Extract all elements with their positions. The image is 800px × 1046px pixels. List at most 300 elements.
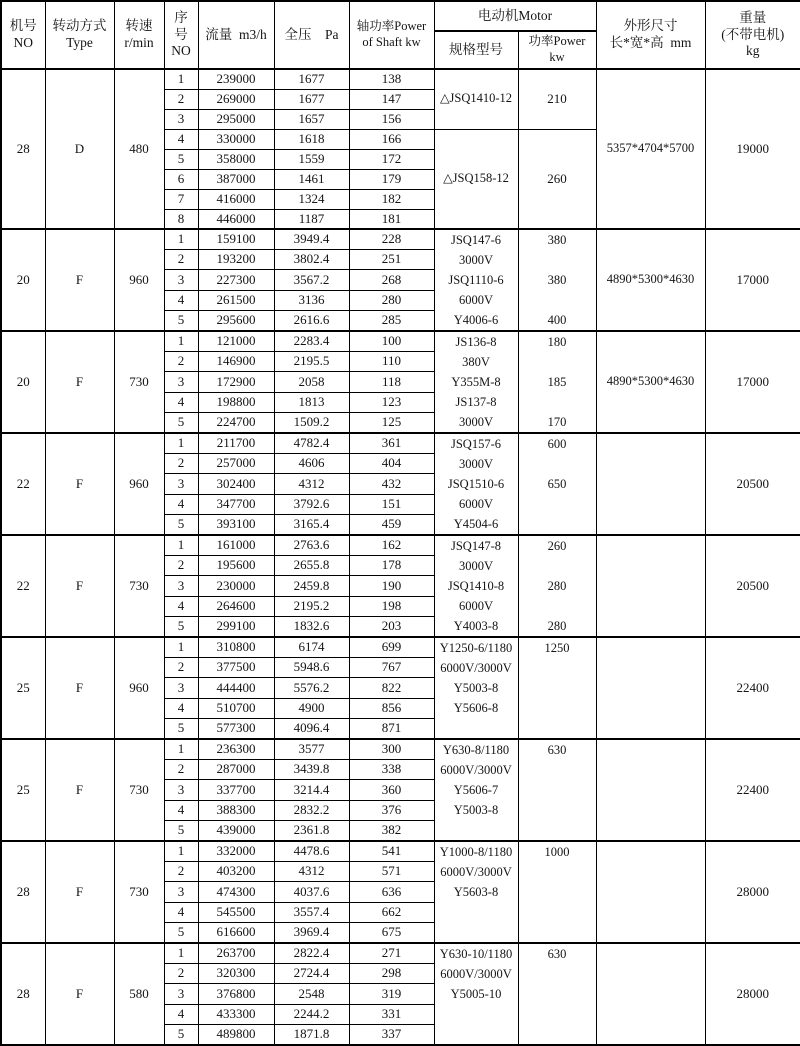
seq-cell: 4 [164,596,198,616]
pressure-cell: 2548 [274,984,349,1004]
header-seq-zh1: 序 [165,10,198,27]
motor-power-line: 600 [519,434,596,454]
header-weight [705,1,800,69]
shaft-power-cell: 181 [349,209,434,229]
table-header [1,1,800,69]
seq-cell: 2 [164,351,198,371]
weight-cell: 17000 [705,229,800,331]
motor-spec-line: 3000V [435,412,518,432]
spec-row [1,69,800,89]
shaft-power-cell: 675 [349,923,434,943]
dimensions-cell [596,841,705,943]
motor-power-line [519,800,596,820]
pressure-cell: 1677 [274,69,349,89]
motor-power-line: 630 [519,740,596,760]
motor-spec-line: JSQ157-6 [435,434,518,454]
pressure-cell: 2616.6 [274,311,349,331]
motor-spec-cell [434,229,518,331]
shaft-power-cell: 110 [349,351,434,371]
header-machine-no [1,1,45,69]
seq-cell: 4 [164,902,198,922]
motor-spec-line: Y5603-8 [435,882,518,902]
shaft-power-cell: 172 [349,149,434,169]
spec-row [1,535,800,555]
flow-cell: 332000 [198,841,274,861]
pressure-cell: 3567.2 [274,270,349,290]
machine-no-cell: 25 [1,637,45,739]
dimensions-cell: 5357*4704*5700 [596,69,705,229]
shaft-power-cell: 162 [349,535,434,555]
shaft-power-cell: 571 [349,861,434,881]
header-machine-no-zh: 机号 [2,18,45,35]
seq-cell: 1 [164,69,198,89]
motor-power-cell [518,637,596,739]
weight-cell: 28000 [705,841,800,943]
motor-power-line [519,514,596,534]
motor-spec-cell: △JSQ158-12 [434,129,518,229]
seq-cell: 4 [164,494,198,514]
seq-cell: 4 [164,698,198,718]
speed-cell: 580 [114,943,164,1045]
shaft-power-cell: 331 [349,1004,434,1024]
motor-power-line: 170 [519,412,596,432]
seq-cell: 4 [164,1004,198,1024]
weight-cell: 22400 [705,739,800,841]
pressure-cell: 4782.4 [274,433,349,453]
drive-type-cell: F [45,229,114,331]
shaft-power-cell: 118 [349,372,434,392]
motor-spec-cell [434,535,518,637]
motor-power-cell [518,535,596,637]
motor-spec-line: JSQ1510-6 [435,474,518,494]
seq-cell: 3 [164,372,198,392]
motor-power-line [519,658,596,678]
motor-spec-line: 380V [435,352,518,372]
header-motor-power [518,31,596,69]
seq-cell: 1 [164,229,198,249]
drive-type-cell: F [45,637,114,739]
motor-spec-line [435,922,518,942]
motor-spec-line: Y4006-6 [435,310,518,330]
pressure-cell: 2763.6 [274,535,349,555]
pressure-cell: 1559 [274,149,349,169]
seq-cell: 5 [164,1025,198,1045]
flow-cell: 388300 [198,800,274,820]
pressure-cell: 4312 [274,474,349,494]
drive-type-cell: F [45,433,114,535]
shaft-power-cell: 459 [349,515,434,535]
speed-cell: 730 [114,841,164,943]
flow-cell: 393100 [198,515,274,535]
flow-cell: 444400 [198,678,274,698]
pressure-cell: 3577 [274,739,349,759]
motor-spec-line: Y1000-8/1180 [435,842,518,862]
shaft-power-cell: 125 [349,413,434,433]
motor-power-line [519,352,596,372]
header-motor-spec: 规格型号 [434,31,518,69]
flow-cell: 377500 [198,657,274,677]
machine-no-cell: 28 [1,943,45,1045]
motor-power-cell [518,229,596,331]
shaft-power-cell: 228 [349,229,434,249]
motor-spec-cell [434,637,518,739]
motor-spec-line: JSQ1410-8 [435,576,518,596]
motor-spec-line [435,1004,518,1024]
flow-cell: 269000 [198,89,274,109]
shaft-power-cell: 767 [349,657,434,677]
speed-cell: 960 [114,229,164,331]
motor-power-line [519,902,596,922]
shaft-power-cell: 319 [349,984,434,1004]
motor-power-line [519,984,596,1004]
seq-cell: 2 [164,249,198,269]
motor-power-cell [518,841,596,943]
motor-spec-line: 6000V/3000V [435,862,518,882]
motor-power-cell [518,739,596,841]
shaft-power-cell: 360 [349,780,434,800]
motor-spec-line: Y630-10/1180 [435,944,518,964]
seq-cell: 3 [164,109,198,129]
seq-cell: 5 [164,821,198,841]
machine-no-cell: 25 [1,739,45,841]
seq-cell: 3 [164,270,198,290]
flow-cell: 211700 [198,433,274,453]
motor-power-line: 380 [519,230,596,250]
seq-cell: 8 [164,209,198,229]
pressure-cell: 4900 [274,698,349,718]
drive-type-cell: F [45,841,114,943]
flow-cell: 439000 [198,821,274,841]
pressure-cell: 2724.4 [274,963,349,983]
shaft-power-cell: 190 [349,576,434,596]
shaft-power-cell: 662 [349,902,434,922]
pressure-cell: 3949.4 [274,229,349,249]
pressure-cell: 4606 [274,453,349,473]
pressure-cell: 1657 [274,109,349,129]
motor-spec-cell [434,433,518,535]
flow-cell: 545500 [198,902,274,922]
machine-no-cell: 20 [1,229,45,331]
motor-spec-line: 6000V/3000V [435,964,518,984]
flow-cell: 616600 [198,923,274,943]
header-shaft-power-line1: 轴功率Power [350,19,434,35]
speed-cell: 480 [114,69,164,229]
motor-power-line: 185 [519,372,596,392]
shaft-power-cell: 382 [349,821,434,841]
flow-cell: 257000 [198,453,274,473]
shaft-power-cell: 251 [349,249,434,269]
flow-cell: 320300 [198,963,274,983]
shaft-power-cell: 156 [349,109,434,129]
pressure-cell: 3439.8 [274,759,349,779]
pressure-cell: 5576.2 [274,678,349,698]
pressure-cell: 1832.6 [274,617,349,637]
motor-power-line: 380 [519,270,596,290]
motor-power-line: 630 [519,944,596,964]
flow-cell: 295000 [198,109,274,129]
seq-cell: 5 [164,311,198,331]
motor-spec-line: 3000V [435,454,518,474]
spec-row [1,331,800,351]
machine-no-cell: 22 [1,535,45,637]
flow-cell: 358000 [198,149,274,169]
spec-row [1,433,800,453]
weight-cell: 20500 [705,535,800,637]
motor-power-line: 400 [519,310,596,330]
seq-cell: 1 [164,943,198,963]
seq-cell: 1 [164,739,198,759]
flow-cell: 310800 [198,637,274,657]
motor-power-cell [518,433,596,535]
motor-spec-line: 6000V/3000V [435,658,518,678]
pressure-cell: 1324 [274,189,349,209]
motor-power-line [519,780,596,800]
flow-cell: 263700 [198,943,274,963]
flow-cell: 236300 [198,739,274,759]
pressure-cell: 6174 [274,637,349,657]
header-drive-type-zh: 转动方式 [46,18,114,35]
flow-cell: 577300 [198,719,274,739]
flow-cell: 230000 [198,576,274,596]
shaft-power-cell: 280 [349,290,434,310]
seq-cell: 2 [164,861,198,881]
motor-power-line [519,760,596,780]
motor-spec-line [435,1024,518,1044]
motor-spec-line: Y5606-7 [435,780,518,800]
motor-spec-line [435,820,518,840]
flow-cell: 287000 [198,759,274,779]
seq-cell: 4 [164,392,198,412]
header-weight-unit: kg [706,43,800,60]
motor-spec-line: Y1250-6/1180 [435,638,518,658]
motor-spec-line: Y630-8/1180 [435,740,518,760]
motor-power-cell [518,943,596,1045]
pressure-cell: 2195.5 [274,351,349,371]
motor-spec-line [435,718,518,738]
drive-type-cell: F [45,535,114,637]
shaft-power-cell: 198 [349,596,434,616]
flow-cell: 195600 [198,555,274,575]
seq-cell: 2 [164,657,198,677]
flow-cell: 172900 [198,372,274,392]
motor-spec-line: JSQ147-8 [435,536,518,556]
pressure-cell: 2832.2 [274,800,349,820]
pressure-cell: 3165.4 [274,515,349,535]
flow-cell: 161000 [198,535,274,555]
pressure-cell: 4037.6 [274,882,349,902]
motor-spec-cell: △JSQ1410-12 [434,69,518,129]
header-seq-zh2: 号 [165,27,198,44]
motor-power-line [519,290,596,310]
motor-power-cell: 260 [518,129,596,229]
seq-cell: 1 [164,331,198,351]
motor-spec-line: 3000V [435,556,518,576]
speed-cell: 960 [114,637,164,739]
seq-cell: 5 [164,413,198,433]
shaft-power-cell: 271 [349,943,434,963]
pressure-cell: 2195.2 [274,596,349,616]
motor-spec-cell [434,739,518,841]
motor-power-line [519,596,596,616]
flow-cell: 433300 [198,1004,274,1024]
drive-type-cell: F [45,331,114,433]
shaft-power-cell: 361 [349,433,434,453]
drive-type-cell: F [45,943,114,1045]
motor-spec-line: Y5003-8 [435,800,518,820]
flow-cell: 227300 [198,270,274,290]
weight-cell: 17000 [705,331,800,433]
motor-power-line [519,494,596,514]
motor-spec-line: Y5005-10 [435,984,518,1004]
weight-cell: 19000 [705,69,800,229]
header-dimensions-sub: 长*宽*高 mm [597,35,705,52]
table-body [1,69,800,1045]
spec-row [1,841,800,861]
flow-cell: 376800 [198,984,274,1004]
pressure-cell: 4478.6 [274,841,349,861]
motor-power-line [519,922,596,942]
dimensions-cell: 4890*5300*4630 [596,331,705,433]
seq-cell: 3 [164,576,198,596]
flow-cell: 403200 [198,861,274,881]
flow-cell: 121000 [198,331,274,351]
shaft-power-cell: 179 [349,169,434,189]
shaft-power-cell: 138 [349,69,434,89]
motor-power-line [519,556,596,576]
motor-spec-line: 6000V [435,596,518,616]
shaft-power-cell: 404 [349,453,434,473]
shaft-power-cell: 432 [349,474,434,494]
header-speed-zh: 转速 [115,18,164,35]
pressure-cell: 4096.4 [274,719,349,739]
weight-cell: 22400 [705,637,800,739]
motor-power-line [519,820,596,840]
flow-cell: 299100 [198,617,274,637]
flow-cell: 510700 [198,698,274,718]
seq-cell: 3 [164,882,198,902]
seq-cell: 2 [164,759,198,779]
header-seq-en: NO [165,43,198,60]
shaft-power-cell: 871 [349,719,434,739]
pressure-cell: 1187 [274,209,349,229]
motor-power-line: 650 [519,474,596,494]
seq-cell: 1 [164,535,198,555]
machine-no-cell: 28 [1,69,45,229]
seq-cell: 3 [164,474,198,494]
seq-cell: 3 [164,984,198,1004]
pressure-cell: 3802.4 [274,249,349,269]
header-weight-zh: 重量 [706,10,800,27]
pressure-cell: 1813 [274,392,349,412]
seq-cell: 5 [164,923,198,943]
flow-cell: 146900 [198,351,274,371]
drive-type-cell: F [45,739,114,841]
machine-no-cell: 22 [1,433,45,535]
pressure-cell: 1871.8 [274,1025,349,1045]
spec-row [1,637,800,657]
weight-cell: 28000 [705,943,800,1045]
pressure-cell: 1509.2 [274,413,349,433]
seq-cell: 1 [164,841,198,861]
header-machine-no-en: NO [2,35,45,52]
header-speed-unit: r/min [115,35,164,52]
pressure-cell: 2459.8 [274,576,349,596]
dimensions-cell [596,739,705,841]
seq-cell: 7 [164,189,198,209]
seq-cell: 4 [164,800,198,820]
seq-cell: 4 [164,290,198,310]
seq-cell: 5 [164,617,198,637]
shaft-power-cell: 856 [349,698,434,718]
motor-power-line [519,882,596,902]
motor-spec-line: Y5003-8 [435,678,518,698]
pressure-cell: 1618 [274,129,349,149]
motor-power-line [519,250,596,270]
flow-cell: 239000 [198,69,274,89]
motor-power-line [519,1024,596,1044]
pressure-cell: 2058 [274,372,349,392]
seq-cell: 2 [164,963,198,983]
seq-cell: 2 [164,453,198,473]
motor-power-line [519,862,596,882]
motor-power-line: 280 [519,616,596,636]
seq-cell: 4 [164,129,198,149]
machine-no-cell: 20 [1,331,45,433]
seq-cell: 1 [164,433,198,453]
shaft-power-cell: 376 [349,800,434,820]
shaft-power-cell: 337 [349,1025,434,1045]
motor-spec-line: 3000V [435,250,518,270]
motor-power-line: 1250 [519,638,596,658]
shaft-power-cell: 123 [349,392,434,412]
flow-cell: 446000 [198,209,274,229]
shaft-power-cell: 300 [349,739,434,759]
shaft-power-cell: 338 [349,759,434,779]
drive-type-cell: D [45,69,114,229]
machine-no-cell: 28 [1,841,45,943]
shaft-power-cell: 298 [349,963,434,983]
motor-spec-line: Y4504-6 [435,514,518,534]
pressure-cell: 2244.2 [274,1004,349,1024]
motor-spec-line: Y4003-8 [435,616,518,636]
motor-power-line: 280 [519,576,596,596]
shaft-power-cell: 636 [349,882,434,902]
motor-spec-cell [434,841,518,943]
spec-row [1,943,800,963]
shaft-power-cell: 541 [349,841,434,861]
shaft-power-cell: 182 [349,189,434,209]
header-drive-type [45,1,114,69]
motor-power-line [519,1004,596,1024]
shaft-power-cell: 285 [349,311,434,331]
header-speed [114,1,164,69]
header-dimensions-zh: 外形尺寸 [597,18,705,35]
shaft-power-cell: 699 [349,637,434,657]
flow-cell: 193200 [198,249,274,269]
header-drive-type-en: Type [46,35,114,52]
flow-cell: 302400 [198,474,274,494]
header-seq-no [164,1,198,69]
header-dimensions [596,1,705,69]
seq-cell: 6 [164,169,198,189]
motor-spec-line: Y355M-8 [435,372,518,392]
motor-spec-line: JS136-8 [435,332,518,352]
dimensions-cell [596,943,705,1045]
seq-cell: 5 [164,719,198,739]
spec-row [1,739,800,759]
dimensions-cell: 4890*5300*4630 [596,229,705,331]
header-motor-power-unit: kw [519,50,596,66]
